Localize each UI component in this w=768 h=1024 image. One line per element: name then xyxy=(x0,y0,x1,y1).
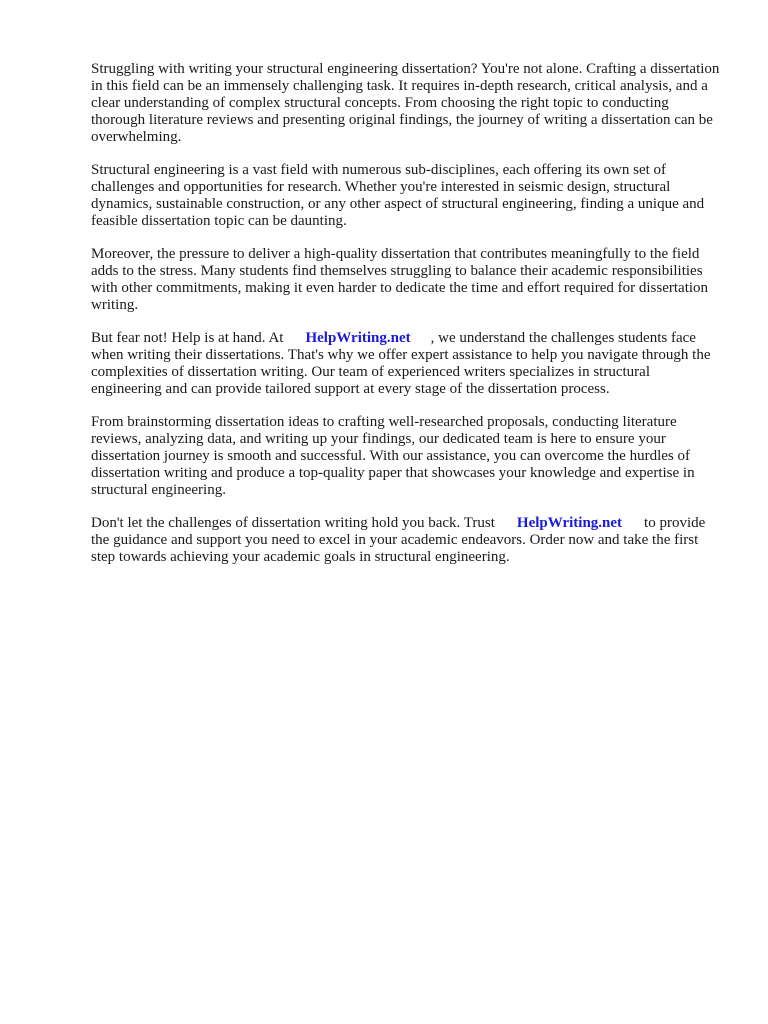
paragraph-call-to-action xyxy=(91,515,723,566)
paragraph-services: From brainstorming dissertation ideas to crafting well-researched proposals, conducting literature reviews, analyzing data, and writing up your findings, our dedicated team is here to ensure your dissertation journey is smooth and successful. With our assistance, you can overcome the hurdles of dissertation writing and produce a top-quality paper that showcases your knowledge and expertise in structural engineering. xyxy=(91,414,695,498)
paragraph-intro: Struggling with writing your structural engineering dissertation? You're not alone. Crafting a dissertation in this field can be an immensely challenging task. It requires in-depth research, critical analysis, and a clear understanding of complex structural concepts. From choosing the right topic to conducting thorough literature reviews and presenting original findings, the journey of writing a dissertation can be overwhelming. xyxy=(91,61,720,145)
cta-text-before: Don't let the challenges of dissertation writing hold you back. Trust xyxy=(91,515,495,531)
help-offer-text-after: , we understand the challenges students face when writing their dissertations. That's why we offer expert assistance to help you navigate through the complexities of dissertation writing. Our team of experienced writers specializes in structural engineering and can provide tailored support at every stage of the dissertation process. xyxy=(91,330,711,397)
paragraph-help-offer xyxy=(91,330,723,398)
helpwriting-link-2[interactable]: HelpWriting.net xyxy=(516,515,623,531)
help-offer-text-before: But fear not! Help is at hand. At xyxy=(91,330,284,346)
cta-text-after: to provide the guidance and support you need to excel in your academic endeavors. Order now and take the first step towards achieving your academic goals in structural engineering. xyxy=(91,515,706,565)
paragraph-field-overview: Structural engineering is a vast field with numerous sub-disciplines, each offering its own set of challenges and opportunities for research. Whether you're interested in seismic design, structural dynamics, sustainable construction, or any other aspect of structural engineering, finding a unique and feasible dissertation topic can be daunting. xyxy=(91,162,705,229)
document-body xyxy=(91,61,723,582)
paragraph-pressure: Moreover, the pressure to deliver a high-quality dissertation that contributes meaningfully to the field adds to the stress. Many students find themselves struggling to balance their academic responsibilities with other commitments, making it even harder to dedicate the time and effort required for dissertation writing. xyxy=(91,246,709,313)
helpwriting-link-1[interactable]: HelpWriting.net xyxy=(305,330,411,346)
